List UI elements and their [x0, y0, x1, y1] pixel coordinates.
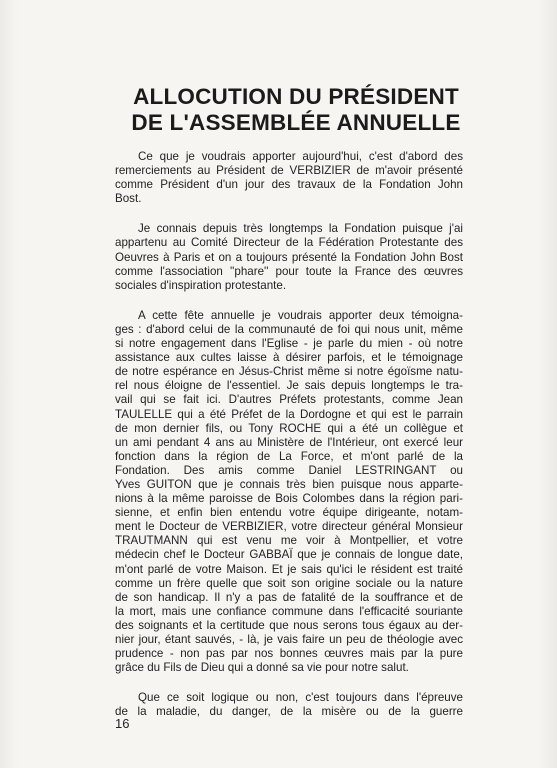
paragraph	[115, 222, 463, 292]
text-line: de mon dernier fils, ou Tony ROCHE qui a été un collègue et	[115, 421, 463, 435]
text-line: Bost.	[115, 192, 142, 206]
text-line: Oeuvres à Paris et on a toujours présenté la Fondation John Bost	[115, 250, 463, 264]
text-line: m'ont parlé de votre Maison. Et je sais qu'ici le résident est traité	[115, 562, 463, 576]
text-line: sociales d'inspiration protestante.	[115, 278, 287, 292]
page-number: 16	[115, 716, 130, 731]
body-text	[115, 150, 463, 735]
text-line: appartenu au Comité Directeur de la Fédération Protestante des	[115, 236, 463, 250]
text-line: si notre engagement dans l'Eglise - je parle du mien - où notre	[115, 337, 463, 351]
text-line: remerciements au Président de VERBIZIER de m'avoir présenté	[115, 164, 463, 178]
text-line: Fondation. Des amis comme Daniel LESTRINGANT ou	[115, 463, 463, 477]
text-line: Ce que je voudrais apporter aujourd'hui, c'est d'abord des	[138, 150, 463, 163]
text-line: ment le Docteur de VERBIZIER, votre directeur général Monsieur	[115, 520, 463, 534]
text-line: grâce du Fils de Dieu qui a donné sa vie pour notre salut.	[115, 661, 409, 675]
text-line: comme l'association ''phare'' pour toute la France des œuvres	[115, 264, 463, 278]
text-line: la mort, mais une confiance commune dans l'efficacité souriante	[115, 604, 463, 618]
text-line: prudence - non pas par nos bonnes œuvres mais par la pure	[115, 647, 463, 661]
text-line: rel nous éloigne de l'essentiel. Je sais depuis longtemps le tra-	[115, 379, 463, 393]
text-line: Je connais depuis très longtemps la Fondation puisque j'ai	[138, 222, 463, 236]
text-line: de notre espérance en Jésus-Christ même si notre égoïsme natu-	[115, 365, 463, 379]
text-line: nier jour, étant sauvés, - là, je vais faire un peu de théologie avec	[115, 633, 463, 646]
text-line: comme un frère quelle que soit son origine sociale ou la nature	[115, 576, 463, 590]
text-line: sienne, et enfin bien entendu votre équipe dirigeante, notam-	[115, 506, 463, 520]
text-line: un ami pendant 4 ans au Ministère de l'Intérieur, ont exercé leur	[115, 435, 463, 449]
text-line: nions à la même paroisse de Bois Colombes dans la région pari-	[115, 492, 463, 506]
text-line: A cette fête annuelle je voudrais apporter deux témoigna-	[138, 308, 463, 322]
page-title	[96, 84, 496, 136]
text-line: de son handicap. Il n'y a pas de fatalité de la souffrance et de	[115, 590, 463, 604]
paragraph	[115, 691, 463, 719]
text-line: vail qui se fait ici. D'autres Préfets protestants, comme Jean	[115, 393, 463, 407]
text-line: assistance aux cultes laisse à désirer parfois, et le témoignage	[115, 351, 463, 365]
text-line: des soignants et la certitude que nous serons tous égaux au der-	[115, 618, 463, 632]
text-line: comme Président d'un jour des travaux de la Fondation John	[115, 178, 463, 192]
text-line: TRAUTMANN qui est venu me voir à Montpellier, et votre	[115, 534, 463, 548]
text-line: TAULELLE qui a été Préfet de la Dordogne et qui est le parrain	[115, 407, 463, 421]
paragraph	[115, 150, 463, 206]
text-line: de la maladie, du danger, de la misère ou de la guerre	[115, 705, 463, 719]
text-line: fonction dans la région de La Force, et m'ont parlé de la	[115, 449, 463, 463]
title-line-2: DE L'ASSEMBLÉE ANNUELLE	[131, 110, 461, 135]
paragraph	[115, 309, 463, 675]
text-line: ges : d'abord celui de la communauté de foi qui nous unit, même	[115, 322, 463, 336]
text-line: Yves GUITON que je connais très bien puisque nous apparte-	[115, 477, 463, 491]
title-line-1: ALLOCUTION DU PRÉSIDENT	[133, 84, 459, 109]
text-line: médecin chef le Docteur GABBAÏ que je connais de longue date,	[115, 548, 463, 562]
text-line: Que ce soit logique ou non, c'est toujours dans l'épreuve	[138, 691, 463, 705]
